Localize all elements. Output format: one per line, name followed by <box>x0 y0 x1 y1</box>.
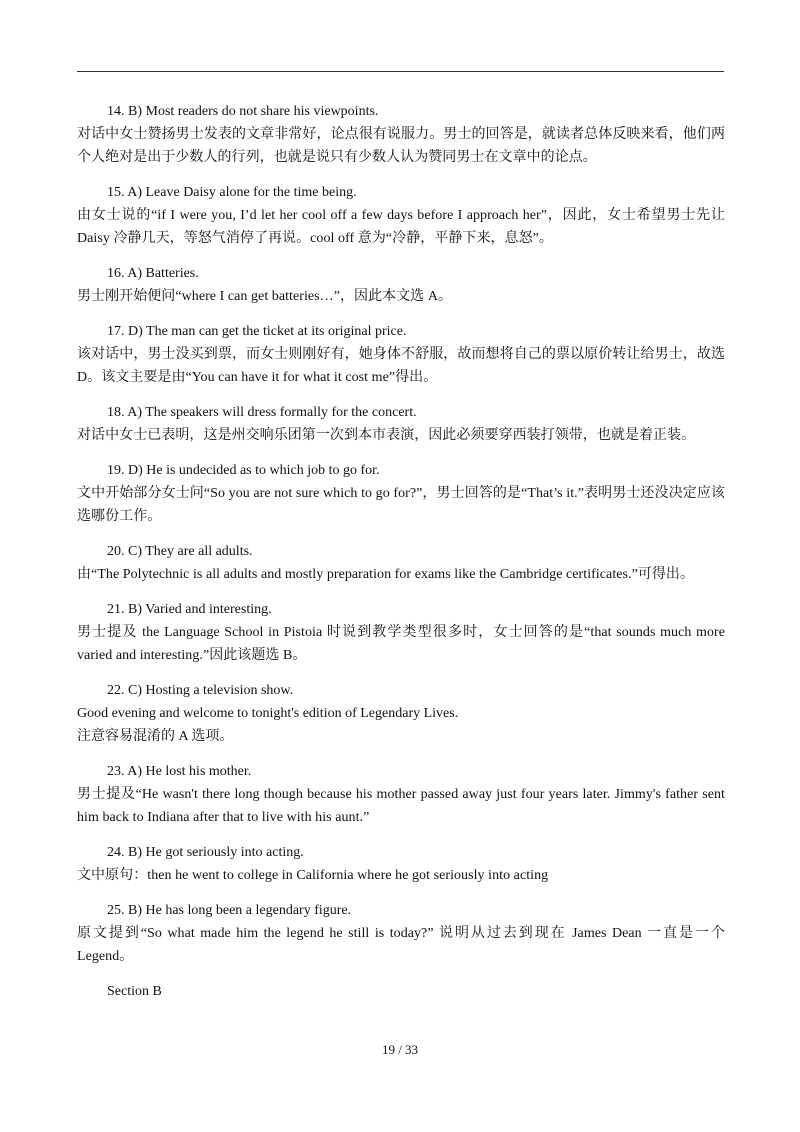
answer-item-20 <box>77 540 725 586</box>
answer-line: 14. B) Most readers do not share his viewpoints. <box>107 104 379 119</box>
explanation-text: 该对话中，男士没买到票，而女士则刚好有，她身体不舒服，故而想将自己的票以原价转让给男士，故选 D。该文主要是由“You can have it for what it cost me”得出。 <box>77 347 725 385</box>
explanation-text: 文中开始部分女士问“So you are not sure which to go for?”，男士回答的是“That’s it.”表明男士还没决定应该选哪份工作。 <box>77 486 725 524</box>
explanation-quote: Good evening and welcome to tonight's edition of Legendary Lives. <box>77 706 459 721</box>
explanation-note: 注意容易混淆的 A 选项。 <box>77 729 234 744</box>
answer-item-19 <box>77 459 725 528</box>
answer-line: 15. A) Leave Daisy alone for the time being. <box>107 185 357 200</box>
answer-line: 25. B) He has long been a legendary figure. <box>107 903 352 918</box>
answer-line: 24. B) He got seriously into acting. <box>107 845 304 860</box>
explanation-text: 文中原句：then he went to college in California where he got seriously into acting <box>77 868 549 883</box>
explanation-text: 由女士说的“if I were you, I’d let her cool off a few days before I approach her”，因此，女士希望男士先让 Daisy 冷静几天，等怒气消停了再说。cool off 意为“冷静，平静下来，息怒”。 <box>77 208 725 246</box>
page-number: 19 / 33 <box>381 1042 419 1057</box>
explanation-text: 原文提到“So what made him the legend he still is today?” 说明从过去到现在 James Dean 一直是一个 Legend。 <box>77 926 725 964</box>
answer-item-15 <box>77 181 725 250</box>
answer-item-23 <box>77 760 725 829</box>
explanation-text: 对话中女士已表明，这是州交响乐团第一次到本市表演，因此必须要穿西装打领带，也就是着正装。 <box>77 428 696 443</box>
answer-item-21 <box>77 598 725 667</box>
explanation-text: 男士提及“He wasn't there long though because his mother passed away just four years later. Jimmy's father sent him back to Indiana after that to live with his aunt.” <box>77 787 725 825</box>
answer-line: 21. B) Varied and interesting. <box>107 602 272 617</box>
header-rule <box>77 71 724 72</box>
answer-item-14 <box>77 100 725 169</box>
answer-item-17 <box>77 320 725 389</box>
explanation-text: 男士提及 the Language School in Pistoia 时说到教学类型很多时，女士回答的是“that sounds much more varied and interesting.”因此该题选 B。 <box>77 625 725 663</box>
answer-item-18 <box>77 401 725 447</box>
answer-line: 22. C) Hosting a television show. <box>107 683 294 698</box>
answer-line: 19. D) He is undecided as to which job to go for. <box>107 463 380 478</box>
answer-line: 18. A) The speakers will dress formally for the concert. <box>107 405 417 420</box>
section-heading: Section B <box>107 984 162 999</box>
explanation-text: 男士刚开始便问“where I can get batteries…”，因此本文选 A。 <box>77 289 453 304</box>
answer-line: 17. D) The man can get the ticket at its original price. <box>107 324 407 339</box>
explanation-text: 由“The Polytechnic is all adults and mostly preparation for exams like the Cambridge certificates.”可得出。 <box>77 567 695 582</box>
explanation-text: 对话中女士赞扬男士发表的文章非常好，论点很有说服力。男士的回答是，就读者总体反映来看，他们两个人绝对是出于少数人的行列，也就是说只有少数人认为赞同男士在文章中的论点。 <box>77 127 725 165</box>
answer-key-content <box>77 100 725 1003</box>
answer-item-16 <box>77 262 725 308</box>
answer-line: 16. A) Batteries. <box>107 266 199 281</box>
answer-item-22 <box>77 679 725 748</box>
answer-line: 23. A) He lost his mother. <box>107 764 252 779</box>
answer-item-25 <box>77 899 725 968</box>
answer-item-24 <box>77 841 725 887</box>
answer-line: 20. C) They are all adults. <box>107 544 253 559</box>
